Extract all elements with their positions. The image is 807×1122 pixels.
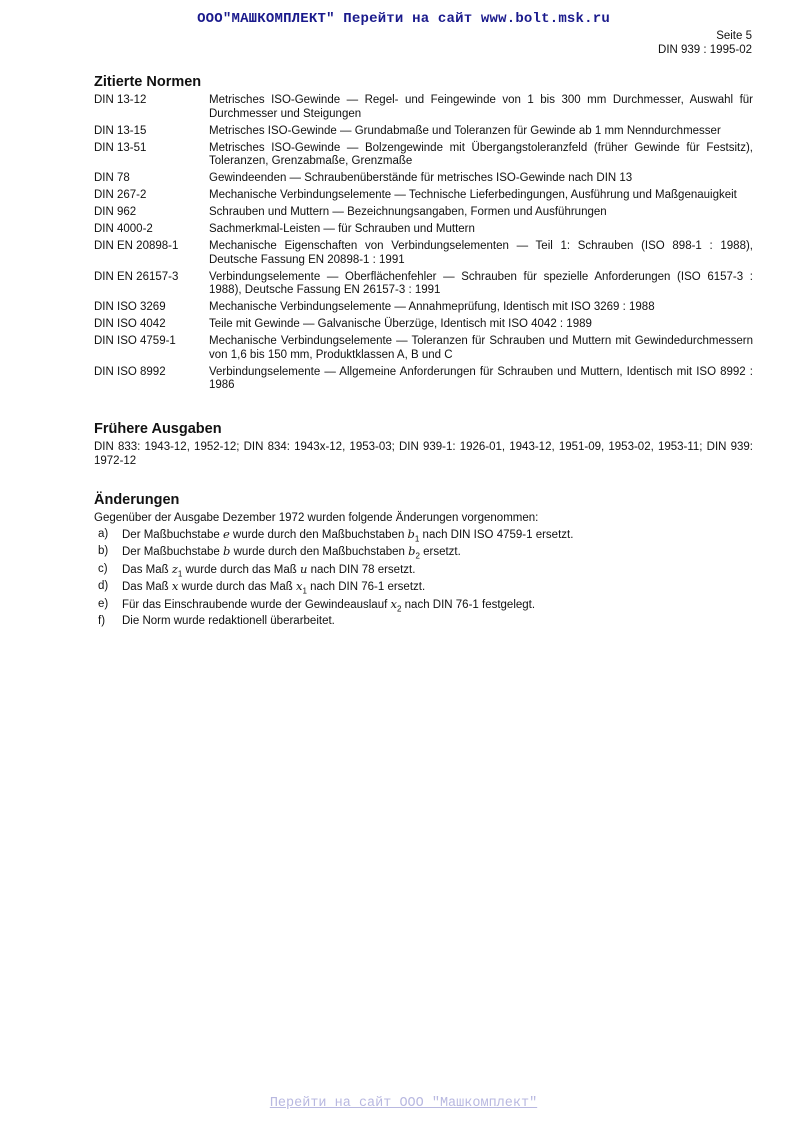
- dimension-symbol: x: [390, 596, 397, 611]
- change-text: [122, 615, 335, 629]
- change-text-part: Die Norm wurde redaktionell überarbeitet.: [122, 615, 335, 627]
- change-text-part: wurde durch den Maßbuchstaben: [230, 546, 409, 558]
- change-item: [94, 615, 753, 629]
- footer-site-link[interactable]: Перейти на сайт ООО "Машкомплект": [269, 1096, 538, 1111]
- dimension-symbol: b: [408, 544, 416, 558]
- norm-description: Mechanische Verbindungselemente — Annahmeprüfung, Identisch mit ISO 3269 : 1988: [209, 301, 655, 313]
- norm-code: DIN EN 20898-1: [94, 240, 179, 252]
- norm-description: Mechanische Verbindungselemente — Technische Lieferbedingungen, Ausführung und Maßgenauigkeit: [209, 189, 737, 201]
- norm-code: DIN ISO 4042: [94, 318, 166, 330]
- changes-intro: Gegenüber der Ausgabe Dezember 1972 wurden folgende Änderungen vorgenommen:: [94, 512, 539, 524]
- change-text-part: Der Maßbuchstabe: [122, 528, 223, 541]
- change-text: [122, 528, 573, 543]
- change-text-part: nach DIN ISO 4759-1 ersetzt.: [419, 528, 574, 541]
- norm-description: Metrisches ISO-Gewinde — Grundabmaße und Toleranzen für Gewinde ab 1 mm Nenndurchmesser: [209, 124, 721, 137]
- norm-id: DIN 939 : 1995-02: [658, 44, 752, 56]
- change-text-part: Für das Einschraubende wurde der Gewindeauslauf: [122, 598, 391, 611]
- change-text-part: Das Maß: [122, 581, 172, 593]
- change-item: [94, 545, 753, 560]
- norm-code: DIN 4000-2: [94, 223, 153, 235]
- dimension-symbol-subscript: 2: [397, 603, 402, 613]
- change-text-part: wurde durch den Maßbuchstaben: [229, 528, 408, 541]
- change-item: [94, 528, 753, 543]
- change-text-part: nach DIN 76-1 ersetzt.: [306, 581, 426, 593]
- dimension-symbol-subscript: 1: [302, 586, 307, 596]
- norm-description: Metrisches ISO-Gewinde — Regel- und Feingewinde von 1 bis 300 mm Durchmesser, Auswahl für Durchmesser und Steigungen: [209, 94, 753, 120]
- change-marker: e): [98, 597, 109, 610]
- norm-row: [94, 223, 753, 237]
- norm-row: [94, 142, 753, 169]
- norm-code: DIN 13-51: [94, 141, 147, 154]
- norm-code: DIN 78: [94, 172, 130, 184]
- change-text-part: wurde durch das Maß: [178, 581, 296, 593]
- norm-description: Verbindungselemente — Allgemeine Anforderungen für Schrauben und Muttern, Identisch mit ISO 8992 : 1986: [209, 365, 753, 391]
- dimension-symbol-subscript: 2: [415, 551, 420, 561]
- norm-row: [94, 301, 753, 315]
- dimension-symbol: b: [223, 544, 231, 558]
- change-marker: c): [98, 562, 108, 575]
- dimension-symbol: z: [171, 561, 178, 576]
- change-marker: f): [98, 615, 106, 627]
- norm-description: Teile mit Gewinde — Galvanische Überzüge, Identisch mit ISO 4042 : 1989: [209, 318, 592, 330]
- changes-list: [94, 528, 753, 629]
- page-header: [658, 29, 752, 57]
- norm-code: DIN 962: [94, 206, 137, 218]
- norm-description: Sachmerkmal-Leisten — für Schrauben und Muttern: [209, 223, 475, 235]
- dimension-symbol: e: [223, 526, 230, 541]
- norm-description: Metrisches ISO-Gewinde — Bolzengewinde mit Übergangstoleranzfeld (früher Gewinde für Festsitz), Toleranzen, Grenzabmaße, Grenzmaße: [209, 141, 753, 167]
- dimension-symbol: x: [171, 579, 179, 593]
- change-text-part: wurde durch das Maß: [182, 563, 300, 576]
- norm-row: [94, 94, 753, 121]
- dimension-symbol: b: [407, 526, 415, 541]
- norm-code: DIN 13-15: [94, 124, 147, 137]
- norm-row: [94, 125, 753, 139]
- change-text-part: Das Maß: [122, 563, 172, 576]
- change-item: [94, 580, 753, 595]
- norm-row: [94, 335, 753, 362]
- changes-heading: Änderungen: [94, 492, 180, 508]
- dimension-symbol: u: [299, 561, 308, 576]
- change-text: [122, 563, 415, 578]
- norm-description: Mechanische Verbindungselemente — Toleranzen für Schrauben und Muttern mit Gewindedurchmessern von 1,6 bis 150 mm, Produktklassen A, B und C: [209, 335, 753, 361]
- cited-norms-heading: Zitierte Normen: [94, 74, 202, 90]
- change-marker: b): [98, 545, 109, 557]
- norm-code: DIN ISO 3269: [94, 301, 166, 313]
- norm-code: DIN 13-12: [94, 94, 147, 106]
- norm-row: [94, 318, 753, 332]
- document-body: [94, 73, 753, 632]
- norm-row: [94, 189, 753, 203]
- top-banner-link[interactable]: ООО"МАШКОМПЛЕКТ" Перейти на сайт www.bolt.msk.ru: [197, 11, 610, 27]
- norm-code: DIN ISO 8992: [94, 365, 166, 378]
- change-text: [122, 580, 425, 595]
- dimension-symbol: x: [295, 579, 303, 593]
- norm-row: [94, 366, 753, 393]
- change-text-part: nach DIN 76-1 festgelegt.: [401, 598, 536, 611]
- norm-description: Gewindeenden — Schraubenüberstände für metrisches ISO-Gewinde nach DIN 13: [209, 172, 633, 184]
- norm-row: [94, 240, 753, 267]
- change-text-part: ersetzt.: [419, 546, 461, 558]
- change-marker: d): [98, 580, 109, 592]
- norm-row: [94, 271, 753, 298]
- change-text-part: nach DIN 78 ersetzt.: [307, 563, 416, 576]
- norm-row: [94, 172, 753, 186]
- earlier-editions-heading: Frühere Ausgaben: [94, 421, 222, 437]
- norm-description: Schrauben und Muttern — Bezeichnungsangaben, Formen und Ausführungen: [209, 206, 607, 218]
- change-text: [122, 545, 461, 560]
- change-item: [94, 598, 753, 613]
- norm-description: Verbindungselemente — Oberflächenfehler — Schrauben für spezielle Anforderungen (ISO 6157-3 : 1988), Deutsche Fassung EN 26157-3 : 1991: [209, 270, 753, 296]
- norm-code: DIN EN 26157-3: [94, 270, 179, 283]
- page-number: Seite 5: [716, 30, 752, 42]
- change-item: [94, 563, 753, 578]
- cited-norms-list: [94, 94, 753, 393]
- norm-code: DIN 267-2: [94, 189, 147, 201]
- norm-row: [94, 206, 753, 220]
- norm-description: Mechanische Eigenschaften von Verbindungselementen — Teil 1: Schrauben (ISO 898-1 : 1988), Deutsche Fassung EN 20898-1 : 1991: [209, 240, 753, 266]
- earlier-editions-text: DIN 833: 1943-12, 1952-12; DIN 834: 1943x-12, 1953-03; DIN 939-1: 1926-01, 1943-12, 1951-09, 1953-02, 1953-11; DIN 939: 1972-12: [94, 441, 753, 467]
- norm-code: DIN ISO 4759-1: [94, 335, 176, 347]
- dimension-symbol-subscript: 1: [177, 568, 183, 578]
- change-text: [122, 598, 535, 613]
- change-text-part: Der Maßbuchstabe: [122, 546, 223, 558]
- dimension-symbol-subscript: 1: [414, 533, 420, 543]
- change-marker: a): [98, 527, 109, 540]
